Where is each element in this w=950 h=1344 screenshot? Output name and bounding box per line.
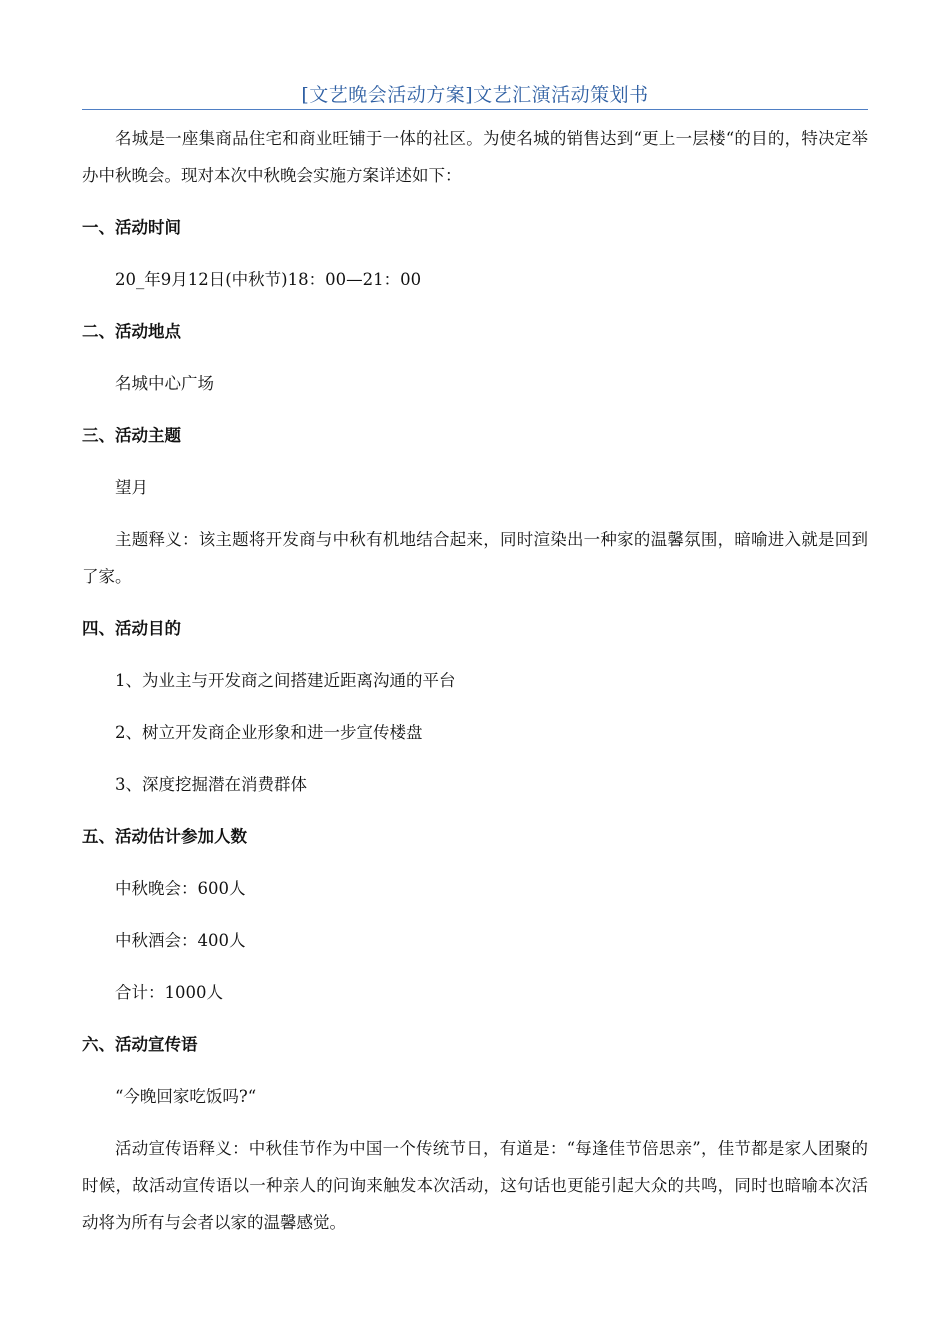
section-heading-attendance: 五、活动估计参加人数: [82, 827, 247, 846]
attendance-total: 合计：1000人: [115, 983, 223, 1002]
purpose-item: 3、深度挖掘潜在消费群体: [115, 775, 307, 794]
theme-explanation: 主题释义：该主题将开发商与中秋有机地结合起来，同时渲染出一种家的温馨氛围，暗喻进入就是回到了家。: [82, 530, 868, 586]
section-heading-slogan: 六、活动宣传语: [82, 1035, 198, 1054]
attendance-item: 中秋晚会：600人: [115, 879, 246, 898]
theme-text: 望月: [115, 478, 148, 497]
section-heading-theme: 三、活动主题: [82, 426, 181, 445]
header-divider: [82, 109, 868, 110]
slogan-explanation: 活动宣传语释义：中秋佳节作为中国一个传统节日，有道是：“每逢佳节倍思亲”，佳节都是家人团聚的时候，故活动宣传语以一种亲人的问询来触发本次活动，这句话也更能引起大众的共鸣，同时也暗喻本次活动将为所有与会者以家的温馨感觉。: [82, 1139, 868, 1232]
place-text: 名城中心广场: [115, 374, 214, 393]
purpose-item: 1、为业主与开发商之间搭建近距离沟通的平台: [115, 671, 456, 690]
purpose-item: 2、树立开发商企业形象和进一步宣传楼盘: [115, 723, 423, 742]
intro-paragraph: 名城是一座集商品住宅和商业旺铺于一体的社区。为使名城的销售达到“更上一层楼“的目的，特决定举办中秋晚会。现对本次中秋晚会实施方案详述如下：: [82, 129, 868, 185]
slogan-text: “今晚回家吃饭吗?“: [115, 1087, 257, 1106]
document-body: [82, 120, 868, 1256]
section-heading-time: 一、活动时间: [82, 218, 181, 237]
attendance-item: 中秋酒会：400人: [115, 931, 246, 950]
time-text: 20_年9月12日(中秋节)18：00—21：00: [115, 270, 422, 289]
section-heading-place: 二、活动地点: [82, 322, 181, 341]
document-header-title: [文艺晚会活动方案]文艺汇演活动策划书: [301, 84, 649, 106]
section-heading-purpose: 四、活动目的: [82, 619, 181, 638]
